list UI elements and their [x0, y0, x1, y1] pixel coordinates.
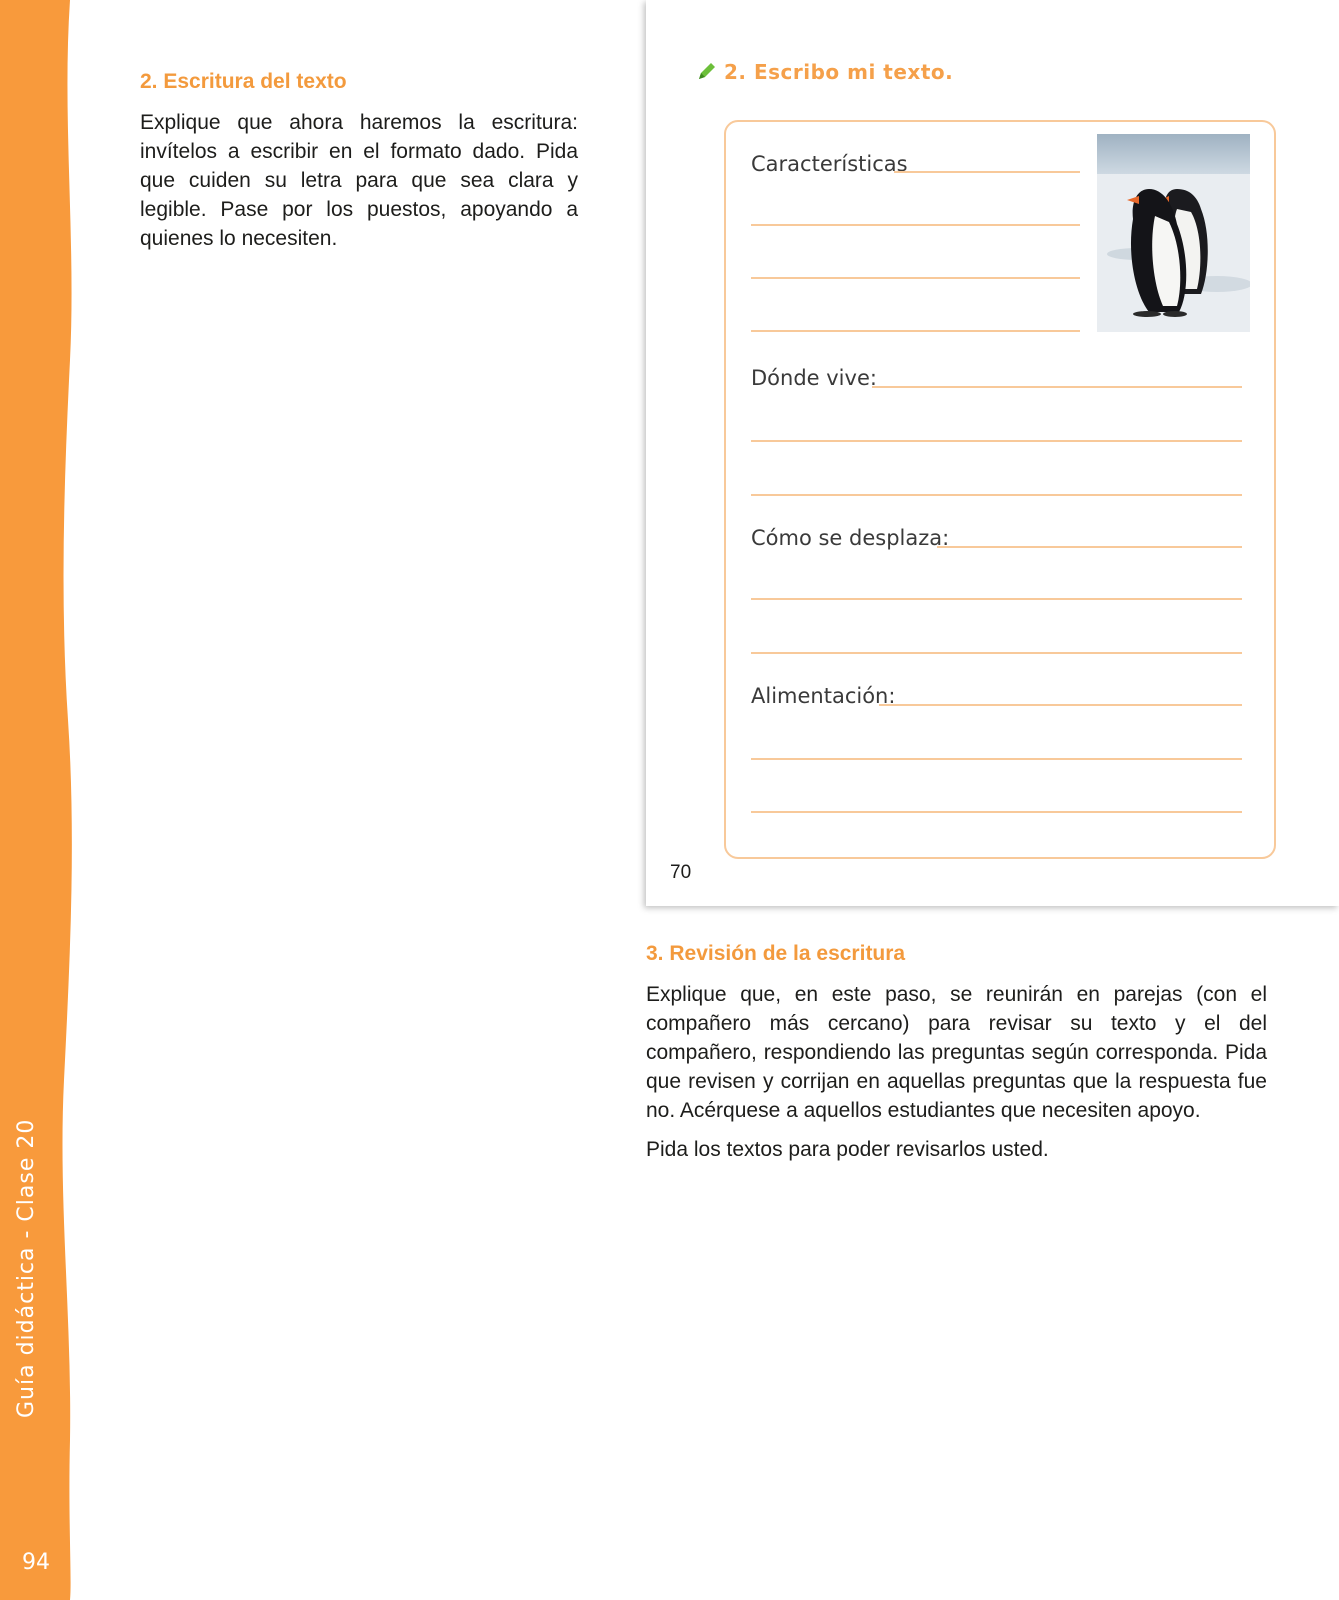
section-body: Explique que ahora haremos la escritura: invítelos a escribir en el formato dado. Pida que cuiden su letra para que sea clara y legible. Pase por los puestos, apoyando a quienes lo necesiten.	[140, 111, 578, 250]
writing-line	[751, 494, 1242, 496]
section-writing	[140, 70, 578, 253]
writing-line	[879, 704, 1242, 706]
section-heading: 2. Escritura del texto	[140, 70, 347, 93]
workbook-title-text: 2. Escribo mi texto.	[724, 60, 954, 84]
section-paragraph: Explique que, en este paso, se reunirán en parejas (con el compañero más cercano) para revisar su texto y el del compañero, respondiendo las preguntas según corresponda. Pida que revisen y corrijan en aquellas preguntas que la respuesta fue no. Acérquese a aquellos estudiantes que necesiten apoyo.	[646, 983, 1267, 1122]
workbook-page-number: 70	[670, 862, 692, 883]
writing-line	[751, 277, 1080, 279]
field-label-como-se-desplaza: Cómo se desplaza:	[751, 526, 950, 550]
section-review	[646, 942, 1267, 1174]
writing-line	[751, 330, 1080, 332]
section-paragraph: Pida los textos para poder revisarlos usted.	[646, 1138, 1049, 1161]
writing-line	[751, 652, 1242, 654]
pencil-icon	[696, 60, 718, 82]
writing-line	[894, 171, 1080, 173]
writing-line	[751, 440, 1242, 442]
field-label-caracteristicas: Características	[751, 152, 908, 176]
guide-page-number: 94	[22, 1550, 50, 1575]
guide-class-label: Guía didáctica - Clase 20	[14, 1118, 39, 1418]
writing-line	[751, 598, 1242, 600]
writing-line	[751, 811, 1242, 813]
writing-line	[937, 546, 1242, 548]
writing-line	[872, 386, 1242, 388]
writing-line	[751, 224, 1080, 226]
field-label-donde-vive: Dónde vive:	[751, 366, 877, 390]
field-label-alimentacion: Alimentación:	[751, 684, 896, 708]
section-heading: 3. Revisión de la escritura	[646, 942, 906, 965]
workbook-title	[696, 60, 953, 84]
penguin-photo	[1097, 134, 1250, 332]
writing-line	[751, 758, 1242, 760]
